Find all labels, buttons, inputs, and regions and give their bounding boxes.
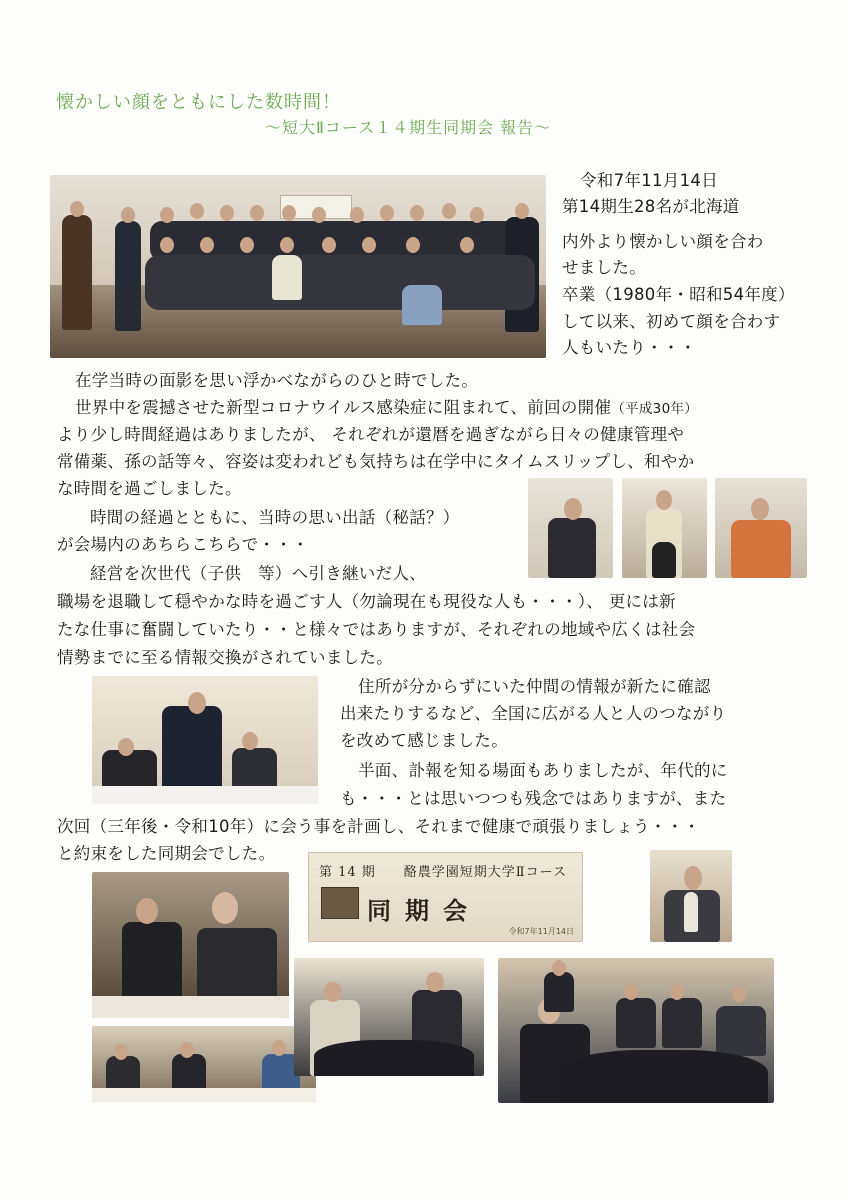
banner-caption: 第 14 期 酪農学園短期大学Ⅱコース: [319, 865, 567, 880]
speaker-photo: [528, 478, 613, 578]
body-line: 経営を次世代（子供 等）へ引き継いだ人、: [90, 564, 426, 583]
intro-line: 令和7年11月14日: [580, 171, 718, 190]
table-conversation-photo: [92, 872, 289, 1018]
body-line: 常備薬、孫の話等々、容姿は変われども気持ちは在学中にタイムスリップし、和やか: [57, 452, 695, 471]
body-text: 世界中を震撼させた新型コロナウイルス感染症に阻まれて、前回の開催: [75, 398, 612, 417]
article-title: 懐かしい顔をともにした数時間！: [56, 92, 341, 113]
body-paragraph: 在学当時の面影を思い浮かべながらのひと時でした。: [75, 371, 479, 390]
body-line: も・・・とは思いつつも残念ではありますが、また: [340, 789, 727, 808]
body-line: 職場を退職して穏やかな時を過ごす人（勿論現在も現役な人も・・・）、 更には新: [57, 592, 676, 611]
body-line: 情勢までに至る情報交換がされていました。: [57, 648, 393, 667]
banner-date: 令和7年11月14日: [508, 927, 574, 936]
speaker-photo: [622, 478, 707, 578]
intro-line: 第14期生28名が北海道: [562, 197, 740, 216]
body-line: な時間を過ごしました。: [57, 479, 242, 498]
body-line: 次回（三年後・令和10年）に会う事を計画し、それまで健康で頑張りましょう・・・: [57, 817, 701, 836]
body-line: たな仕事に奮闘していたり・・と様々ではありますが、それぞれの地域や広くは社会: [57, 620, 696, 639]
intro-line: して以来、初めて顔を合わす: [562, 312, 781, 331]
intro-line: せました。: [562, 258, 646, 277]
body-line: 半面、訃報を知る場面もありましたが、年代的に: [358, 761, 728, 780]
group-table-photo: [92, 1026, 316, 1102]
table-talk-photo: [294, 958, 484, 1076]
dining-photo: [498, 958, 774, 1103]
body-line: を改めて感じました。: [340, 731, 508, 750]
group-photo: [50, 175, 546, 358]
body-line: 時間の経過とともに、当時の思い出話（秘話？）: [90, 508, 460, 527]
reunion-banner-photo: [308, 852, 583, 942]
speaker-photo: [650, 850, 732, 942]
body-text: （平成30年）: [611, 401, 699, 417]
body-line: [75, 397, 698, 420]
intro-line: 人もいたり・・・: [562, 338, 697, 357]
conversation-photo: [92, 676, 318, 804]
article-subtitle: ～短大Ⅱコース１４期生同期会 報告～: [265, 118, 552, 137]
body-line: より少し時間経過はありましたが、 それぞれが還暦を過ぎながら日々の健康管理や: [57, 425, 685, 444]
banner-main-text: 同期会: [367, 896, 481, 925]
body-line: 出来たりするなど、全国に広がる人と人のつながり: [340, 704, 727, 723]
intro-line: 内外より懐かしい顔を合わ: [562, 232, 764, 251]
body-line: と約束をした同期会でした。: [57, 844, 276, 863]
speaker-photo: [715, 478, 807, 578]
body-line: が会場内のあちらこちらで・・・: [57, 535, 309, 554]
intro-line: 卒業（1980年・昭和54年度）: [562, 285, 795, 304]
body-line: 住所が分からずにいた仲間の情報が新たに確認: [358, 677, 711, 696]
school-emblem: [321, 887, 359, 919]
